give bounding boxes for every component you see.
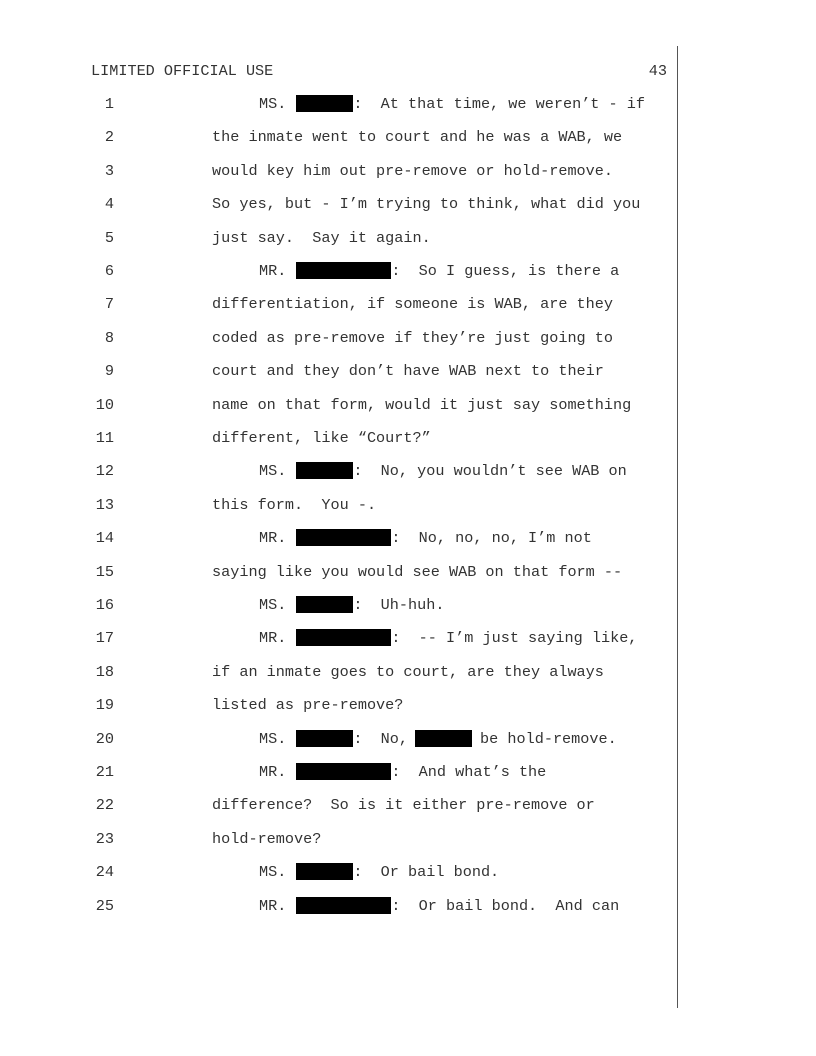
classification-header: LIMITED OFFICIAL USE (91, 62, 274, 80)
transcript-line (0, 295, 676, 315)
speaker-line (259, 629, 637, 647)
transcript-line (0, 162, 676, 182)
line-text: listed as pre-remove? (212, 696, 404, 715)
transcript-line (0, 128, 676, 148)
transcript-line (0, 763, 676, 783)
transcript-line (0, 796, 676, 816)
line-text: court and they don’t have WAB next to their (212, 362, 604, 381)
line-text: just say. Say it again. (212, 228, 431, 247)
line-number: 2 (104, 128, 114, 147)
spoken-text: : No, no, no, I’m not (391, 529, 592, 548)
spoken-text: : At that time, we weren’t - if (353, 95, 645, 113)
line-number: 12 (95, 462, 114, 481)
speaker-title: MR. (259, 896, 287, 915)
redaction-box (296, 863, 353, 880)
line-number: 6 (104, 262, 114, 280)
transcript-line (0, 596, 676, 616)
transcript-line (0, 329, 676, 349)
transcript-line (0, 95, 676, 115)
line-number: 19 (95, 696, 114, 715)
transcript-line (0, 897, 676, 917)
line-number: 15 (95, 562, 114, 581)
line-text: saying like you would see WAB on that form -- (212, 562, 623, 581)
speaker-title: MR. (259, 262, 287, 280)
line-number: 20 (95, 729, 114, 748)
line-text: difference? So is it either pre-remove or (212, 796, 595, 815)
spoken-text-tail: be hold-remove. (480, 729, 617, 748)
line-number: 3 (104, 161, 114, 180)
redaction-box (296, 95, 353, 112)
transcript-line (0, 462, 676, 482)
transcript-line (0, 529, 676, 549)
spoken-text: : No, you wouldn’t see WAB on (353, 462, 627, 481)
spoken-text: : Or bail bond. (353, 863, 500, 882)
line-text: hold-remove? (212, 829, 322, 848)
spoken-text: : So I guess, is there a (391, 262, 620, 280)
redaction-box (296, 462, 353, 479)
line-text: different, like “Court?” (212, 429, 431, 447)
line-text: the inmate went to court and he was a WAB, we (212, 128, 623, 147)
line-number: 16 (95, 596, 114, 614)
line-number: 22 (95, 796, 114, 815)
line-number: 14 (95, 529, 114, 548)
speaker-title: MS. (259, 729, 287, 748)
line-number: 1 (104, 95, 114, 113)
speaker-title: MR. (259, 629, 287, 648)
transcript-line (0, 863, 676, 883)
line-text: would key him out pre-remove or hold-remove. (212, 161, 614, 180)
spoken-text: : Uh-huh. (353, 596, 445, 614)
redaction-box (296, 596, 353, 613)
redaction-box (415, 730, 472, 747)
spoken-text: : -- I’m just saying like, (391, 629, 638, 648)
speaker-line (259, 95, 645, 113)
line-text: if an inmate goes to court, are they always (212, 662, 604, 681)
line-number: 9 (104, 362, 114, 381)
transcript-line (0, 429, 676, 449)
line-number: 23 (95, 829, 114, 848)
transcript-line (0, 362, 676, 382)
spoken-text: : No, (353, 729, 409, 748)
line-number: 7 (104, 295, 114, 314)
line-number: 13 (95, 495, 114, 514)
line-number: 10 (95, 395, 114, 414)
line-text: So yes, but - I’m trying to think, what did you (212, 195, 641, 214)
transcript-line (0, 830, 676, 850)
line-text: name on that form, would it just say something (212, 395, 632, 414)
transcript-line (0, 262, 676, 282)
speaker-title: MS. (259, 863, 287, 882)
speaker-line (259, 596, 444, 614)
spoken-text: : And what’s the (391, 763, 547, 781)
speaker-title: MS. (259, 95, 287, 113)
line-number: 17 (95, 629, 114, 648)
redaction-box (296, 529, 391, 546)
speaker-line (259, 262, 619, 280)
speaker-title: MS. (259, 462, 287, 481)
redaction-box (296, 897, 391, 914)
speaker-title: MR. (259, 529, 287, 548)
transcript-line (0, 563, 676, 583)
redaction-box (296, 629, 391, 646)
redaction-box (296, 730, 353, 747)
line-number: 11 (95, 429, 114, 447)
speaker-line (259, 863, 499, 881)
transcript-line (0, 195, 676, 215)
line-number: 8 (104, 328, 114, 347)
speaker-line (259, 730, 617, 748)
speaker-title: MS. (259, 596, 287, 614)
transcript-line (0, 496, 676, 516)
line-number: 5 (104, 228, 114, 247)
page-number: 43 (648, 62, 667, 80)
line-text: this form. You -. (212, 495, 377, 514)
line-number: 25 (95, 896, 114, 915)
redaction-box (296, 763, 391, 780)
line-number: 21 (95, 763, 114, 781)
line-number: 4 (104, 195, 114, 214)
transcript-line (0, 663, 676, 683)
transcript-line (0, 396, 676, 416)
right-margin-rule (677, 46, 678, 1008)
redaction-box (296, 262, 391, 279)
speaker-line (259, 897, 619, 915)
speaker-line (259, 462, 627, 480)
speaker-line (259, 529, 592, 547)
transcript-line (0, 696, 676, 716)
transcript-line (0, 629, 676, 649)
line-text: coded as pre-remove if they’re just going to (212, 328, 614, 347)
line-text: differentiation, if someone is WAB, are they (212, 295, 614, 314)
spoken-text: : Or bail bond. And can (391, 896, 620, 915)
transcript-line (0, 229, 676, 249)
speaker-title: MR. (259, 763, 287, 781)
line-number: 18 (95, 662, 114, 681)
line-number: 24 (95, 863, 114, 882)
transcript-line (0, 730, 676, 750)
speaker-line (259, 763, 546, 781)
